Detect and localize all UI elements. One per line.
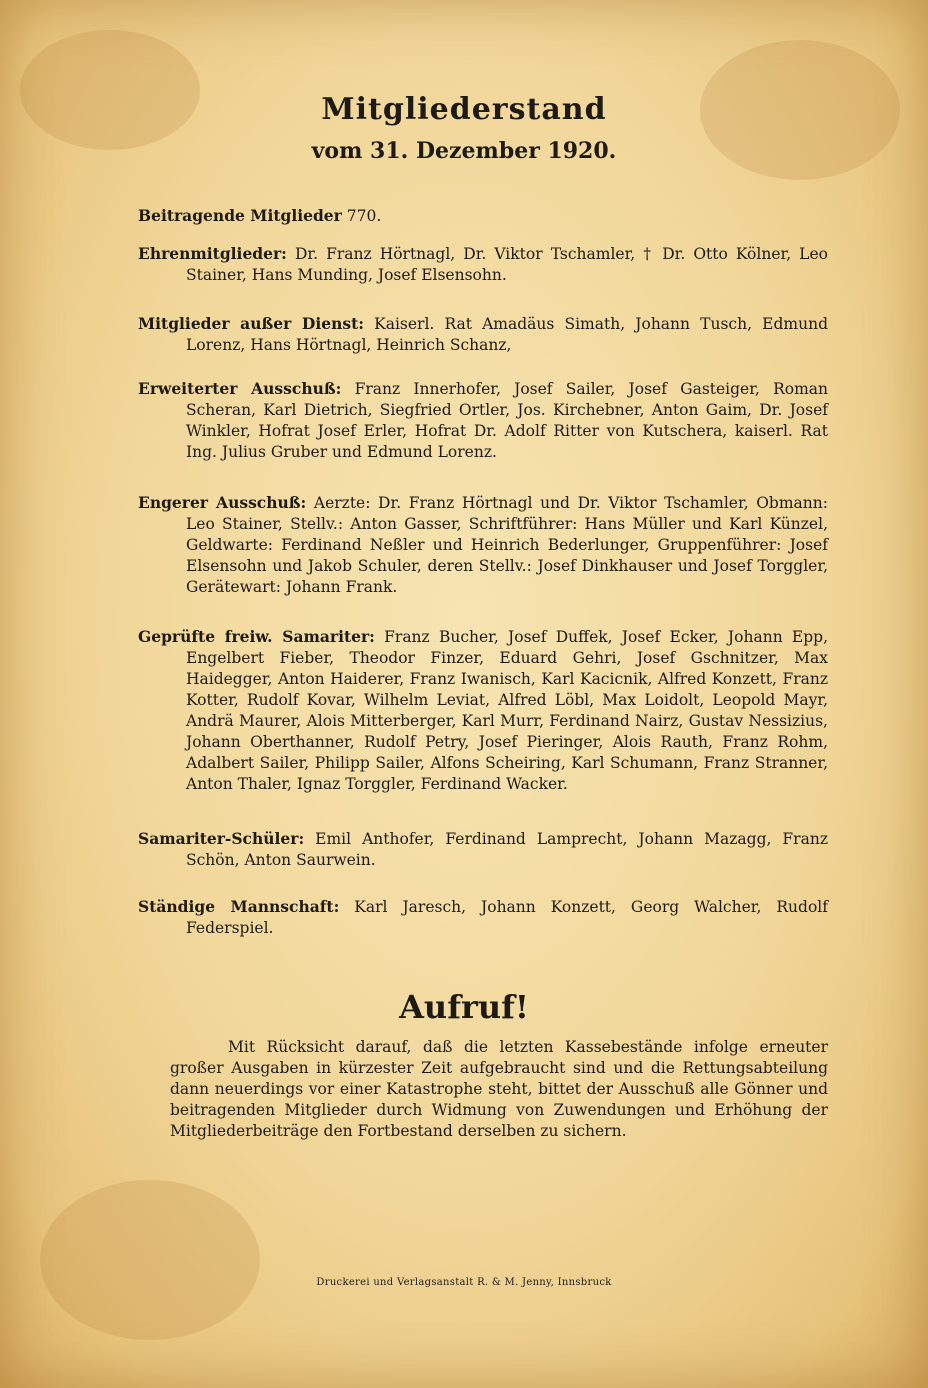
section-label: Samariter-Schüler: [138, 829, 305, 848]
appeal-title: Aufruf! [399, 988, 529, 1026]
section-label: Erweiterter Ausschuß: [138, 379, 342, 398]
section-label: Beitragende Mitglieder [138, 206, 342, 225]
section-certified-samaritans [138, 626, 828, 795]
section-text: Dr. Franz Hörtnagl, Dr. Viktor Tschamler, † Dr. Otto Kölner, Leo Stainer, Hans Munding, Josef Elsensohn. [186, 245, 828, 284]
document-title: Mitgliederstand [321, 92, 607, 127]
paper-stain [20, 30, 200, 150]
section-value: 770. [346, 207, 382, 225]
section-honorary-members [138, 243, 828, 286]
section-text: Franz Bucher, Josef Duffek, Josef Ecker, Johann Epp, Engelbert Fieber, Theodor Finzer, Eduard Gehri, Josef Gschnitzer, Max Haidegger, Anton Haiderer, Franz Iwanisch, Karl Kacicnik, Alfred Konzett, Franz Kotter, Rudolf Kovar, Wilhelm Leviat, Alfred Löbl, Max Loidolt, Leopold Mayr, Andrä Maurer, Alois Mitterberger, Karl Murr, Ferdinand Nairz, Gustav Nessizius, Johann Oberthanner, Rudolf Petry, Josef Pieringer, Alois Rauth, Franz Rohm, Adalbert Sailer, Philipp Sailer, Alfons Scheiring, Karl Schumann, Franz Stranner, Anton Thaler, Ignaz Torggler, Ferdinand Wacker. [186, 628, 828, 793]
contributing-members [138, 205, 828, 227]
section-label: Mitglieder außer Dienst: [138, 314, 364, 333]
section-samaritan-students [138, 828, 828, 871]
section-label: Ständige Mannschaft: [138, 897, 340, 916]
section-retired-members [138, 313, 828, 356]
section-text: Aerzte: Dr. Franz Hörtnagl und Dr. Viktor Tschamler, Obmann: Leo Stainer, Stellv.: Anton Gasser, Schriftführer: Hans Müller und Karl Künzel, Geldwarte: Ferdinand Neßler und Heinrich Bederlunger, Gruppenführer: Josef Elsensohn und Jakob Schuler, deren Stellv.: Josef Dinkhauser und Josef Torggler, Gerätewart: Johann Frank. [186, 494, 828, 596]
section-narrow-committee [138, 492, 828, 598]
appeal-text: Mit Rücksicht darauf, daß die letzten Kassebestände infolge erneuter großer Ausgaben in kürzester Zeit aufgebraucht sind und die Rettungsabteilung dann neuerdings vor einer Katastrophe steht, bittet der Ausschuß alle Gönner und beitragenden Mitglieder durch Widmung von Zuwendungen und Erhöhung der Mitgliederbeiträge den Fortbestand derselben zu sichern. [170, 1038, 828, 1140]
section-text: Kaiserl. Rat Amadäus Simath, Johann Tusch, Edmund Lorenz, Hans Hörtnagl, Heinrich Schanz, [186, 315, 828, 354]
section-text: Karl Jaresch, Johann Konzett, Georg Walcher, Rudolf Federspiel. [186, 898, 828, 937]
paper-stain [40, 1180, 260, 1340]
section-text: Franz Innerhofer, Josef Sailer, Josef Gasteiger, Roman Scheran, Karl Dietrich, Siegfried Ortler, Jos. Kirchebner, Anton Gaim, Dr. Josef Winkler, Hofrat Josef Erler, Hofrat Dr. Adolf Ritter von Kutschera, kaiserl. Rat Ing. Julius Gruber und Edmund Lorenz. [186, 380, 828, 461]
document-subtitle: vom 31. Dezember 1920. [311, 138, 617, 164]
section-label: Ehrenmitglieder: [138, 244, 287, 263]
section-label: Engerer Ausschuß: [138, 493, 307, 512]
section-permanent-crew [138, 896, 828, 939]
section-label: Geprüfte freiw. Samariter: [138, 627, 375, 646]
printer-imprint: Druckerei und Verlagsanstalt R. & M. Jenny, Innsbruck [316, 1277, 612, 1288]
section-text: Emil Anthofer, Ferdinand Lamprecht, Johann Mazagg, Franz Schön, Anton Saurwein. [186, 830, 828, 869]
section-extended-committee [138, 378, 828, 463]
